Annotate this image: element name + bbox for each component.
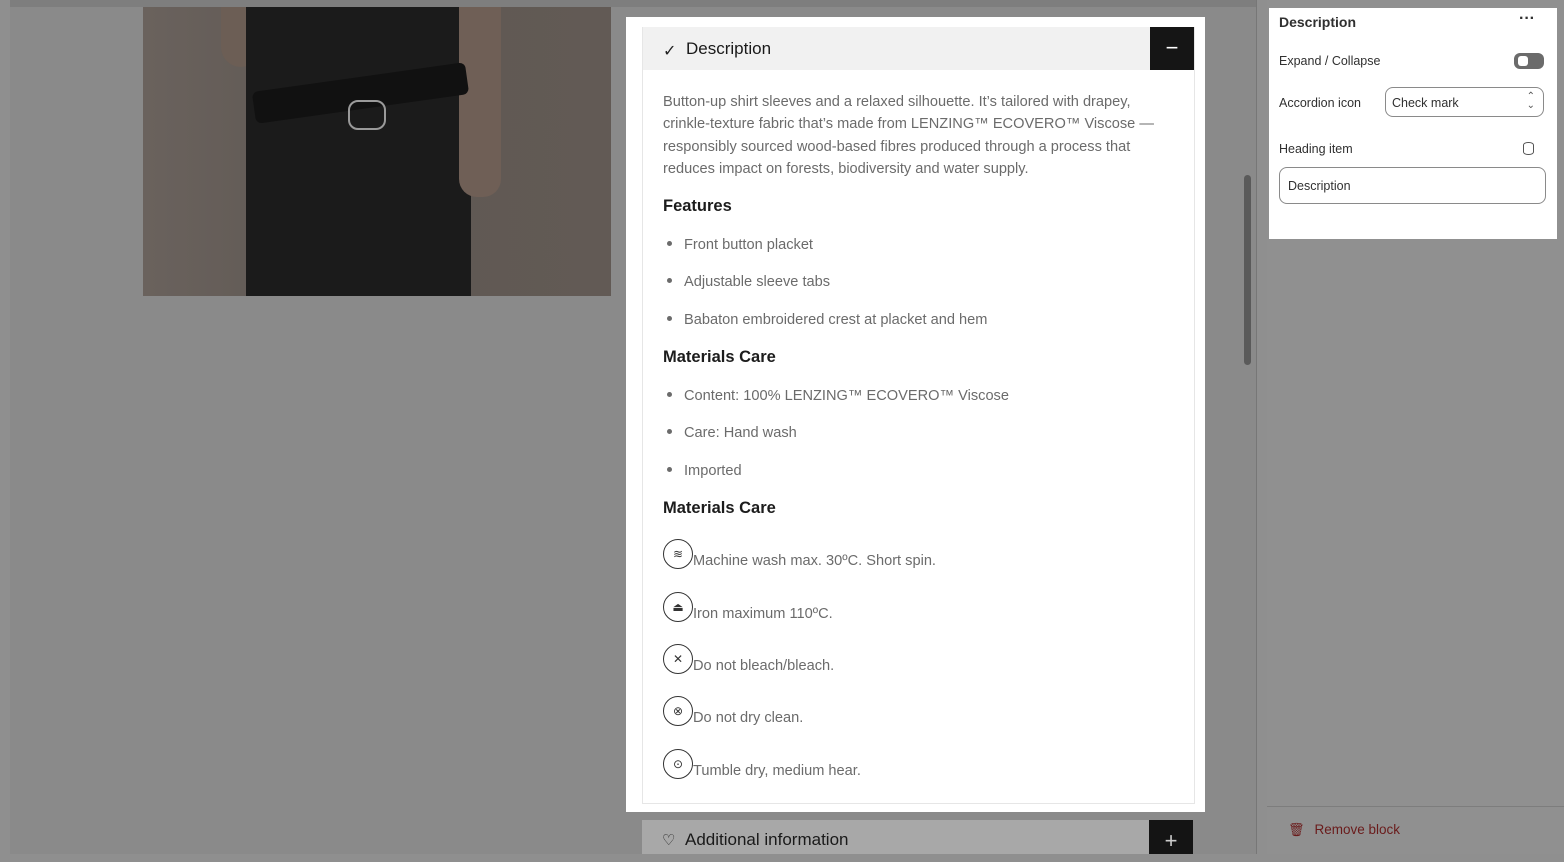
product-description: Button-up shirt sleeves and a relaxed silhouette. It’s tailored with drapey, crinkle-texture fabric that’s made from LENZING™ ECOVERO™ Viscose — responsibly sourced wood-based fibres produced through a process that reduces impact on forests, biodiversity and water supply. bbox=[663, 94, 1154, 177]
wash-icon: ≋ bbox=[663, 539, 693, 569]
image-figure-buckle bbox=[348, 100, 386, 130]
heading-item-input[interactable]: Description bbox=[1279, 167, 1546, 204]
expand-toggle-button[interactable]: + bbox=[1149, 820, 1193, 854]
heading-item-label: Heading item bbox=[1279, 142, 1353, 156]
heart-icon: ♡ bbox=[662, 832, 676, 849]
expand-collapse-label: Expand / Collapse bbox=[1279, 54, 1381, 68]
check-icon: ✓ bbox=[663, 43, 677, 60]
iron-icon: ⏏ bbox=[663, 592, 693, 622]
list-item: Babaton embroidered crest at placket and hem bbox=[663, 312, 987, 328]
care-heading: Materials Care bbox=[663, 499, 776, 517]
trash-icon: 🗑 bbox=[1288, 822, 1305, 837]
more-options-icon[interactable]: ··· bbox=[1519, 10, 1535, 27]
expand-collapse-toggle[interactable] bbox=[1514, 53, 1544, 69]
list-item: Adjustable sleeve tabs bbox=[663, 274, 830, 290]
block-settings-card bbox=[1269, 8, 1557, 239]
block-title: Description bbox=[1279, 14, 1357, 30]
dynamic-source-icon[interactable] bbox=[1523, 142, 1534, 155]
image-figure-arm bbox=[459, 7, 501, 197]
select-chevron-icon: ⌃ ⌄ bbox=[1526, 91, 1535, 111]
toggle-knob bbox=[1518, 56, 1528, 66]
accordion-header[interactable] bbox=[643, 27, 1194, 70]
accordion-title: Description bbox=[686, 39, 772, 58]
accordion-title: Additional information bbox=[685, 830, 849, 849]
no-dry-clean-icon: ⊗ bbox=[663, 696, 693, 726]
preview-top-edge bbox=[10, 0, 1256, 7]
panel-divider bbox=[1267, 806, 1564, 807]
image-figure-body bbox=[246, 7, 471, 296]
accordion-panel bbox=[642, 27, 1195, 804]
tumble-dry-icon: ⊙ bbox=[663, 749, 693, 779]
features-heading: Features bbox=[663, 197, 732, 215]
materials-heading: Materials Care bbox=[663, 348, 776, 366]
accordion-additional-information[interactable] bbox=[642, 820, 1193, 854]
product-image bbox=[143, 7, 611, 296]
list-item: Care: Hand wash bbox=[663, 425, 797, 441]
collapse-toggle-button[interactable]: − bbox=[1150, 27, 1194, 70]
remove-block-button[interactable]: 🗑 Remove block bbox=[1288, 822, 1401, 837]
preview-scrollbar[interactable] bbox=[1244, 175, 1251, 365]
accordion-icon-label: Accordion icon bbox=[1279, 96, 1361, 110]
preview-scroll-track bbox=[1256, 0, 1257, 854]
no-bleach-icon: ✕ bbox=[663, 644, 693, 674]
list-item: Content: 100% LENZING™ ECOVERO™ Viscose bbox=[663, 388, 1009, 404]
list-item: Imported bbox=[663, 463, 742, 479]
accordion-description bbox=[626, 17, 1205, 812]
accordion-body: Button-up shirt sleeves and a relaxed silhouette. It’s tailored with drapey, crinkle-texture fabric that’s made from LENZING™ ECOVERO™ Viscose — responsibly sourced wood-based fibres produced through a process that reduces impact on forests, biodiversity and water supply. Features Front button placket Adjustable sleeve tabs Babaton embroidered crest at placket and hem Materials Care Content: 100% LENZING™ ECOVERO™ Viscose Care: Hand wash Imported Materials Care ≋ Machine wash max. 30ºC. Short spin. ⏏ Iron maximum 110ºC. ✕ Do not bleach/bleach. ⊗ Do not dry clean. ⊙ Tumble dry, medium hear. bbox=[663, 91, 1173, 180]
list-item: Front button placket bbox=[663, 237, 813, 253]
accordion-icon-select[interactable]: Check mark ⌃ ⌄ bbox=[1385, 87, 1544, 117]
